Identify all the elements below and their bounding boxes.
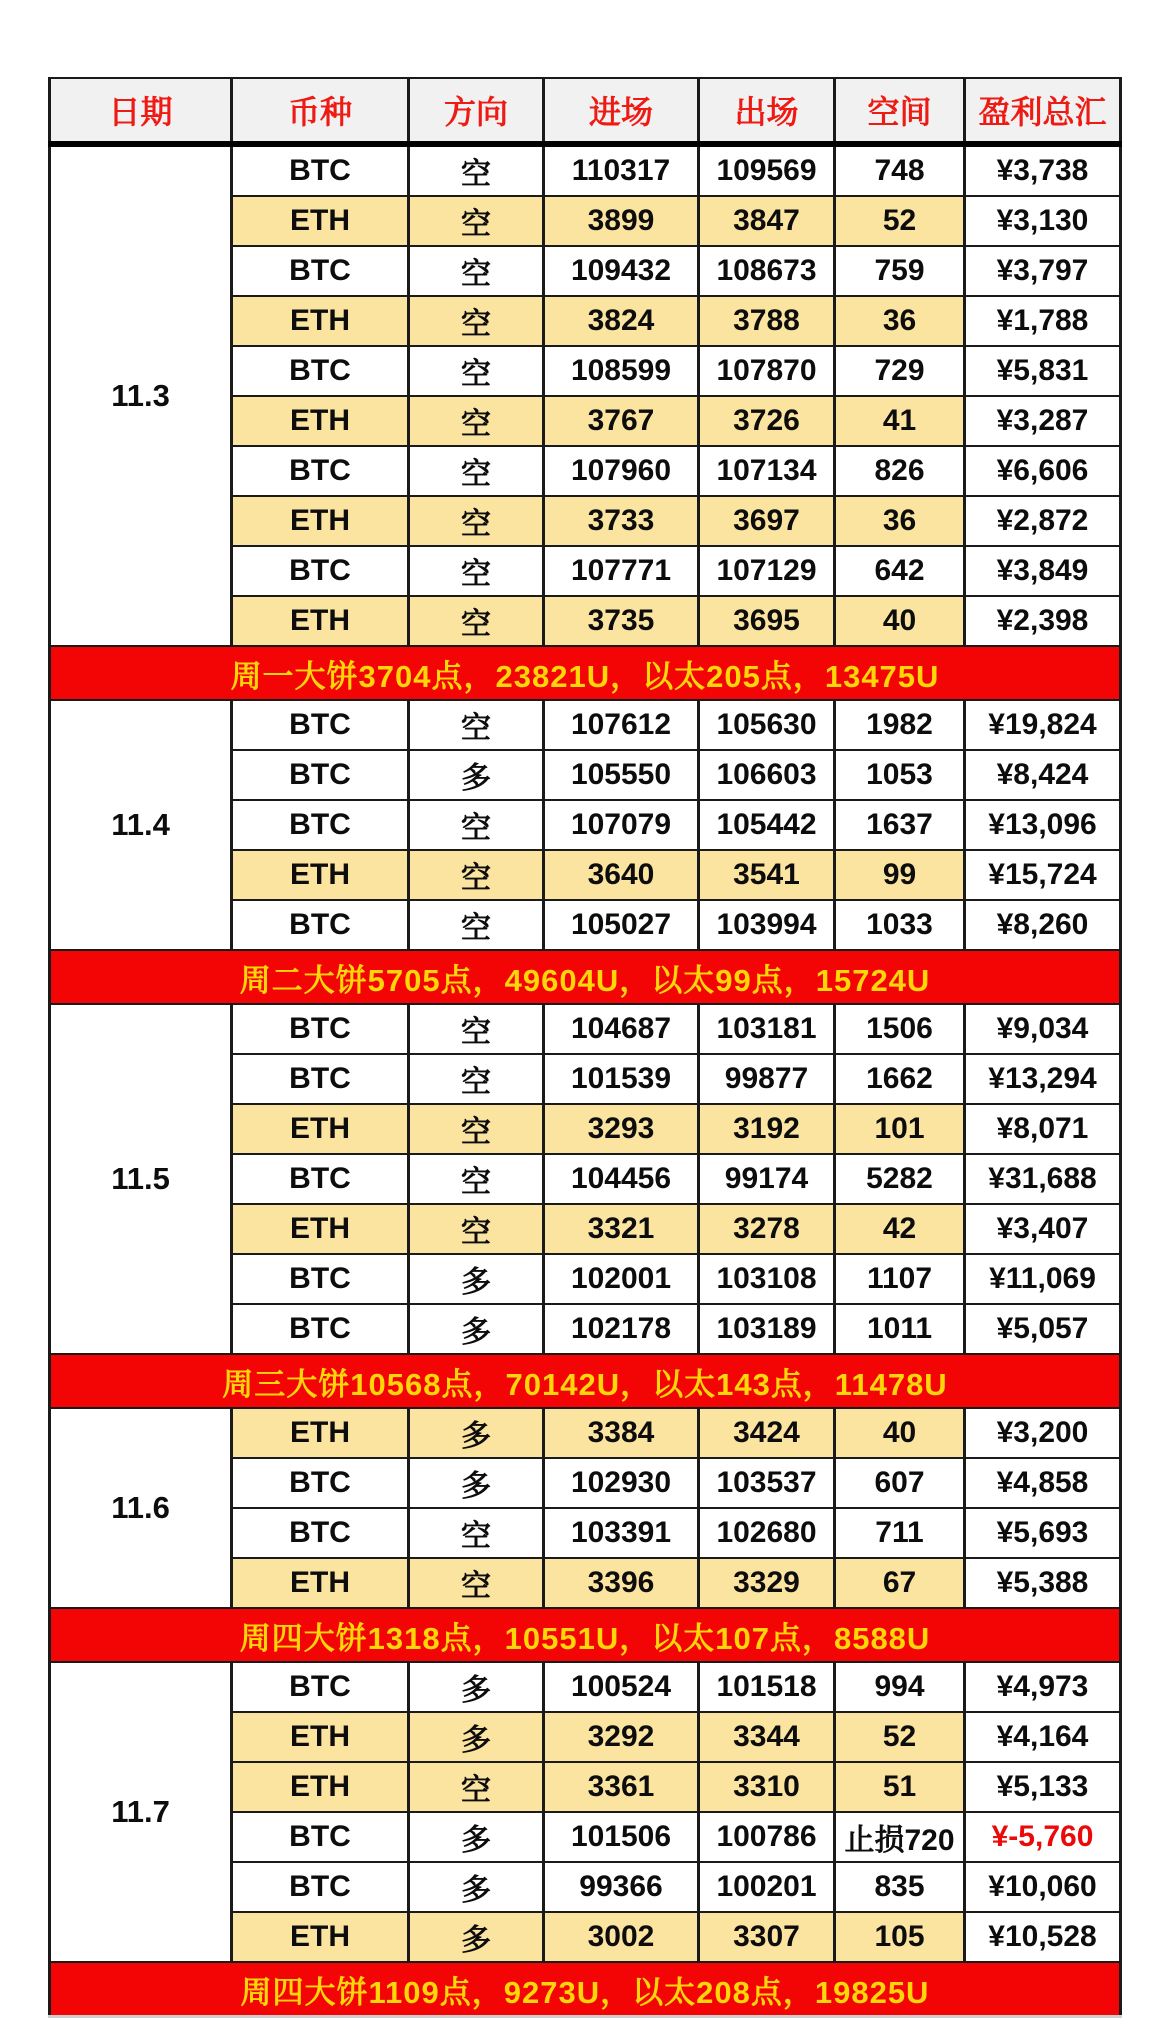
direction-cell: 空 [409, 246, 544, 296]
entry-cell: 104456 [544, 1154, 699, 1204]
entry-cell: 3640 [544, 850, 699, 900]
profit-cell: ¥3,407 [965, 1204, 1121, 1254]
coin-cell: BTC [232, 750, 409, 800]
banner-row [50, 646, 1121, 700]
space-cell: 40 [835, 1408, 965, 1458]
space-cell: 40 [835, 596, 965, 646]
profit-cell: ¥15,724 [965, 850, 1121, 900]
exit-cell: 101518 [699, 1662, 835, 1712]
column-header-date: 日期 [50, 78, 232, 144]
entry-cell: 102001 [544, 1254, 699, 1304]
entry-cell: 99366 [544, 1862, 699, 1912]
exit-cell: 106603 [699, 750, 835, 800]
exit-cell: 107870 [699, 346, 835, 396]
table-row [50, 1004, 1121, 1054]
exit-cell: 107129 [699, 546, 835, 596]
profit-cell: ¥5,057 [965, 1304, 1121, 1354]
coin-cell: ETH [232, 1558, 409, 1608]
entry-cell: 105027 [544, 900, 699, 950]
exit-cell: 99174 [699, 1154, 835, 1204]
exit-cell: 3329 [699, 1558, 835, 1608]
space-cell: 1107 [835, 1254, 965, 1304]
coin-cell: BTC [232, 1812, 409, 1862]
exit-cell: 103108 [699, 1254, 835, 1304]
space-cell: 759 [835, 246, 965, 296]
direction-cell: 空 [409, 1558, 544, 1608]
entry-cell: 3293 [544, 1104, 699, 1154]
direction-cell: 空 [409, 496, 544, 546]
date-cell: 11.6 [50, 1408, 232, 1608]
entry-cell: 3292 [544, 1712, 699, 1762]
coin-cell: BTC [232, 1154, 409, 1204]
date-cell: 11.7 [50, 1662, 232, 1962]
direction-cell: 空 [409, 546, 544, 596]
coin-cell: ETH [232, 496, 409, 546]
coin-cell: ETH [232, 1104, 409, 1154]
coin-cell: ETH [232, 296, 409, 346]
profit-cell: ¥3,287 [965, 396, 1121, 446]
space-cell: 1637 [835, 800, 965, 850]
direction-cell: 多 [409, 1812, 544, 1862]
direction-cell: 空 [409, 144, 544, 196]
exit-cell: 3697 [699, 496, 835, 546]
weekly-summary-banner: 周三大饼10568点，70142U，以太143点，11478U [50, 1354, 1121, 1408]
table-body [50, 144, 1121, 2017]
exit-cell: 3695 [699, 596, 835, 646]
space-cell: 1982 [835, 700, 965, 750]
direction-cell: 空 [409, 396, 544, 446]
direction-cell: 空 [409, 1104, 544, 1154]
entry-cell: 107079 [544, 800, 699, 850]
weekly-summary-banner: 周四大饼1318点，10551U，以太107点，8588U [50, 1608, 1121, 1662]
exit-cell: 3278 [699, 1204, 835, 1254]
exit-cell: 3788 [699, 296, 835, 346]
space-cell: 1033 [835, 900, 965, 950]
banner-row [50, 1962, 1121, 2017]
direction-cell: 空 [409, 1204, 544, 1254]
coin-cell: ETH [232, 1912, 409, 1962]
profit-cell: ¥3,130 [965, 196, 1121, 246]
coin-cell: ETH [232, 1408, 409, 1458]
space-cell: 748 [835, 144, 965, 196]
coin-cell: BTC [232, 800, 409, 850]
space-cell: 101 [835, 1104, 965, 1154]
entry-cell: 3361 [544, 1762, 699, 1812]
direction-cell: 空 [409, 196, 544, 246]
exit-cell: 99877 [699, 1054, 835, 1104]
entry-cell: 101506 [544, 1812, 699, 1862]
profit-cell: ¥9,034 [965, 1004, 1121, 1054]
direction-cell: 多 [409, 1408, 544, 1458]
entry-cell: 107771 [544, 546, 699, 596]
date-cell: 11.5 [50, 1004, 232, 1354]
space-cell: 607 [835, 1458, 965, 1508]
coin-cell: ETH [232, 596, 409, 646]
space-cell: 729 [835, 346, 965, 396]
space-cell: 1506 [835, 1004, 965, 1054]
direction-cell: 多 [409, 1912, 544, 1962]
column-header-direction: 方向 [409, 78, 544, 144]
profit-cell: ¥10,060 [965, 1862, 1121, 1912]
direction-cell: 多 [409, 750, 544, 800]
direction-cell: 多 [409, 1304, 544, 1354]
exit-cell: 3344 [699, 1712, 835, 1762]
entry-cell: 104687 [544, 1004, 699, 1054]
table-row [50, 1408, 1121, 1458]
direction-cell: 空 [409, 1508, 544, 1558]
space-cell: 52 [835, 196, 965, 246]
entry-cell: 3899 [544, 196, 699, 246]
space-cell: 36 [835, 496, 965, 546]
profit-cell: ¥2,872 [965, 496, 1121, 546]
coin-cell: ETH [232, 396, 409, 446]
coin-cell: BTC [232, 1054, 409, 1104]
profit-cell: ¥1,788 [965, 296, 1121, 346]
entry-cell: 101539 [544, 1054, 699, 1104]
coin-cell: BTC [232, 246, 409, 296]
entry-cell: 3321 [544, 1204, 699, 1254]
date-cell: 11.3 [50, 144, 232, 646]
entry-cell: 103391 [544, 1508, 699, 1558]
exit-cell: 3424 [699, 1408, 835, 1458]
entry-cell: 3824 [544, 296, 699, 346]
direction-cell: 空 [409, 800, 544, 850]
coin-cell: BTC [232, 700, 409, 750]
table-row [50, 144, 1121, 196]
coin-cell: ETH [232, 1762, 409, 1812]
table-row [50, 1662, 1121, 1712]
profit-cell: ¥10,528 [965, 1912, 1121, 1962]
banner-row [50, 1354, 1121, 1408]
space-cell: 52 [835, 1712, 965, 1762]
profit-cell: ¥4,973 [965, 1662, 1121, 1712]
coin-cell: BTC [232, 546, 409, 596]
space-cell: 1662 [835, 1054, 965, 1104]
column-header-entry: 进场 [544, 78, 699, 144]
exit-cell: 3726 [699, 396, 835, 446]
entry-cell: 107960 [544, 446, 699, 496]
direction-cell: 空 [409, 900, 544, 950]
direction-cell: 空 [409, 346, 544, 396]
exit-cell: 3847 [699, 196, 835, 246]
column-header-space: 空间 [835, 78, 965, 144]
space-cell: 835 [835, 1862, 965, 1912]
space-cell: 41 [835, 396, 965, 446]
profit-cell: ¥-5,760 [965, 1812, 1121, 1862]
exit-cell: 105630 [699, 700, 835, 750]
space-cell: 止损720 [835, 1812, 965, 1862]
space-cell: 5282 [835, 1154, 965, 1204]
profit-cell: ¥31,688 [965, 1154, 1121, 1204]
exit-cell: 103189 [699, 1304, 835, 1354]
coin-cell: BTC [232, 1662, 409, 1712]
coin-cell: ETH [232, 196, 409, 246]
direction-cell: 空 [409, 446, 544, 496]
profit-cell: ¥5,388 [965, 1558, 1121, 1608]
table-row [50, 700, 1121, 750]
exit-cell: 107134 [699, 446, 835, 496]
trading-table [48, 77, 1122, 2018]
entry-cell: 3002 [544, 1912, 699, 1962]
direction-cell: 空 [409, 1004, 544, 1054]
profit-cell: ¥4,164 [965, 1712, 1121, 1762]
direction-cell: 空 [409, 1154, 544, 1204]
coin-cell: BTC [232, 1862, 409, 1912]
coin-cell: BTC [232, 900, 409, 950]
coin-cell: BTC [232, 144, 409, 196]
direction-cell: 多 [409, 1458, 544, 1508]
entry-cell: 110317 [544, 144, 699, 196]
entry-cell: 100524 [544, 1662, 699, 1712]
coin-cell: ETH [232, 1712, 409, 1762]
entry-cell: 3767 [544, 396, 699, 446]
entry-cell: 107612 [544, 700, 699, 750]
profit-cell: ¥19,824 [965, 700, 1121, 750]
exit-cell: 102680 [699, 1508, 835, 1558]
exit-cell: 103181 [699, 1004, 835, 1054]
coin-cell: ETH [232, 1204, 409, 1254]
exit-cell: 3541 [699, 850, 835, 900]
profit-cell: ¥8,071 [965, 1104, 1121, 1154]
exit-cell: 109569 [699, 144, 835, 196]
direction-cell: 空 [409, 700, 544, 750]
coin-cell: BTC [232, 346, 409, 396]
coin-cell: BTC [232, 1254, 409, 1304]
coin-cell: BTC [232, 446, 409, 496]
banner-row [50, 950, 1121, 1004]
profit-cell: ¥6,606 [965, 446, 1121, 496]
profit-cell: ¥3,849 [965, 546, 1121, 596]
exit-cell: 100201 [699, 1862, 835, 1912]
column-header-profit: 盈利总汇 [965, 78, 1121, 144]
space-cell: 1053 [835, 750, 965, 800]
space-cell: 1011 [835, 1304, 965, 1354]
profit-cell: ¥5,831 [965, 346, 1121, 396]
space-cell: 42 [835, 1204, 965, 1254]
coin-cell: BTC [232, 1304, 409, 1354]
exit-cell: 3192 [699, 1104, 835, 1154]
space-cell: 99 [835, 850, 965, 900]
space-cell: 105 [835, 1912, 965, 1962]
exit-cell: 3307 [699, 1912, 835, 1962]
direction-cell: 空 [409, 850, 544, 900]
entry-cell: 3733 [544, 496, 699, 546]
direction-cell: 多 [409, 1712, 544, 1762]
exit-cell: 3310 [699, 1762, 835, 1812]
exit-cell: 105442 [699, 800, 835, 850]
weekly-summary-banner: 周二大饼5705点，49604U，以太99点，15724U [50, 950, 1121, 1004]
space-cell: 67 [835, 1558, 965, 1608]
profit-cell: ¥5,133 [965, 1762, 1121, 1812]
space-cell: 51 [835, 1762, 965, 1812]
exit-cell: 100786 [699, 1812, 835, 1862]
weekly-summary-banner: 周一大饼3704点，23821U，以太205点，13475U [50, 646, 1121, 700]
exit-cell: 103537 [699, 1458, 835, 1508]
profit-cell: ¥2,398 [965, 596, 1121, 646]
profit-cell: ¥13,096 [965, 800, 1121, 850]
column-header-coin: 币种 [232, 78, 409, 144]
coin-cell: BTC [232, 1458, 409, 1508]
entry-cell: 108599 [544, 346, 699, 396]
entry-cell: 102178 [544, 1304, 699, 1354]
header-row [50, 78, 1121, 144]
exit-cell: 108673 [699, 246, 835, 296]
entry-cell: 3735 [544, 596, 699, 646]
profit-cell: ¥5,693 [965, 1508, 1121, 1558]
direction-cell: 多 [409, 1254, 544, 1304]
coin-cell: ETH [232, 850, 409, 900]
profit-cell: ¥8,424 [965, 750, 1121, 800]
banner-row [50, 1608, 1121, 1662]
exit-cell: 103994 [699, 900, 835, 950]
entry-cell: 105550 [544, 750, 699, 800]
direction-cell: 多 [409, 1662, 544, 1712]
entry-cell: 3396 [544, 1558, 699, 1608]
coin-cell: BTC [232, 1508, 409, 1558]
entry-cell: 109432 [544, 246, 699, 296]
coin-cell: BTC [232, 1004, 409, 1054]
space-cell: 711 [835, 1508, 965, 1558]
profit-cell: ¥11,069 [965, 1254, 1121, 1304]
direction-cell: 空 [409, 596, 544, 646]
space-cell: 36 [835, 296, 965, 346]
entry-cell: 102930 [544, 1458, 699, 1508]
space-cell: 642 [835, 546, 965, 596]
direction-cell: 空 [409, 1762, 544, 1812]
direction-cell: 空 [409, 296, 544, 346]
space-cell: 826 [835, 446, 965, 496]
space-cell: 994 [835, 1662, 965, 1712]
profit-cell: ¥3,797 [965, 246, 1121, 296]
profit-cell: ¥3,200 [965, 1408, 1121, 1458]
direction-cell: 空 [409, 1054, 544, 1104]
date-cell: 11.4 [50, 700, 232, 950]
weekly-summary-banner: 周四大饼1109点，9273U，以太208点，19825U [50, 1962, 1121, 2017]
profit-cell: ¥13,294 [965, 1054, 1121, 1104]
profit-cell: ¥8,260 [965, 900, 1121, 950]
direction-cell: 多 [409, 1862, 544, 1912]
entry-cell: 3384 [544, 1408, 699, 1458]
column-header-exit: 出场 [699, 78, 835, 144]
profit-cell: ¥3,738 [965, 144, 1121, 196]
profit-cell: ¥4,858 [965, 1458, 1121, 1508]
